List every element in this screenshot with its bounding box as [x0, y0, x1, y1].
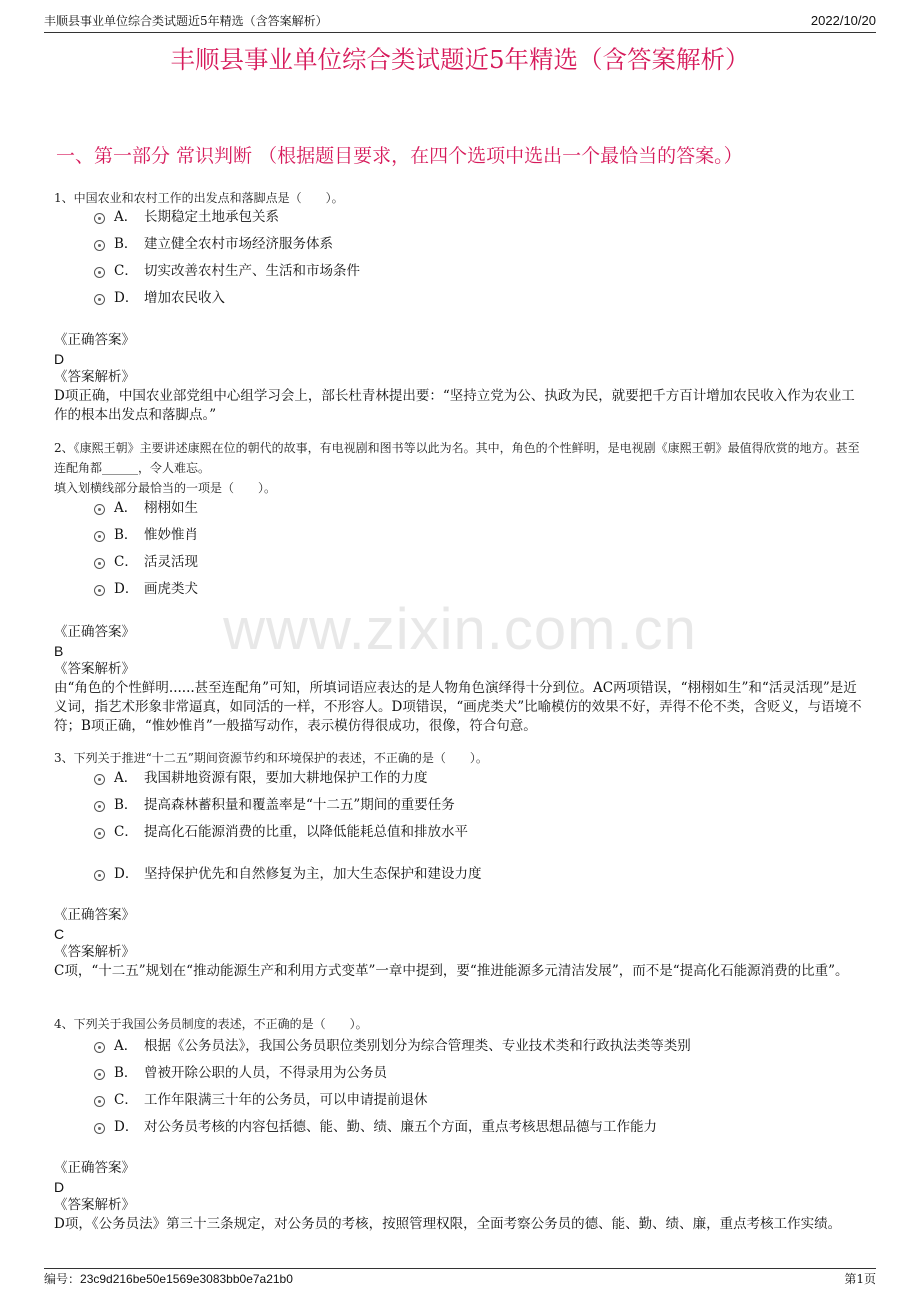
question-1	[54, 188, 866, 208]
option-text: 活灵活现	[144, 554, 198, 570]
option-text: 曾被开除公职的人员，不得录用为公务员	[144, 1065, 387, 1081]
radio-icon[interactable]	[94, 294, 105, 305]
option-text: 长期稳定土地承包关系	[144, 209, 279, 225]
radio-icon[interactable]	[94, 801, 105, 812]
page-header	[44, 12, 876, 33]
answer-label: 《正确答案》	[54, 907, 135, 923]
radio-icon[interactable]	[94, 585, 105, 596]
section-heading: 一、第一部分 常识判断 （根据题目要求，在四个选项中选出一个最恰当的答案。）	[56, 145, 743, 167]
page-number: 第1页	[844, 1272, 876, 1286]
analysis-label: 《答案解析》	[54, 661, 135, 677]
option-letter: B．	[114, 797, 138, 813]
radio-icon[interactable]	[94, 531, 105, 542]
answer-block-4	[54, 1159, 866, 1234]
analysis-text: D项正确，中国农业部党组中心组学习会上，部长杜青林提出要：“坚持立党为公、执政为民，就要把千方百计增加农民收入作为农业工作的根本出发点和落脚点。”	[54, 388, 855, 423]
option-text: 坚持保护优先和自然修复为主，加大生态保护和建设力度	[144, 866, 482, 882]
question-4-options	[54, 1035, 866, 1145]
answer-value: C	[54, 926, 65, 942]
option-text: 建立健全农村市场经济服务体系	[144, 236, 333, 252]
analysis-label: 《答案解析》	[54, 944, 135, 960]
option-text: 增加农民收入	[144, 290, 225, 306]
question-stem: 1、中国农业和农村工作的出发点和落脚点是（ ）。	[54, 191, 344, 205]
answer-value: D	[54, 351, 65, 367]
radio-icon[interactable]	[94, 1096, 105, 1107]
radio-icon[interactable]	[94, 774, 105, 785]
option-text: 提高森林蓄积量和覆盖率是“十二五”期间的重要任务	[144, 797, 455, 813]
question-1-options	[54, 206, 866, 316]
option-letter: A．	[114, 1038, 138, 1054]
option-letter: C．	[114, 824, 138, 840]
analysis-text: C项，“十二五”规划在“推动能源生产和利用方式变革”一章中提到，要“推进能源多元清洁发展”，而不是“提高化石能源消费的比重”。	[54, 963, 849, 979]
radio-icon[interactable]	[94, 504, 105, 515]
radio-icon[interactable]	[94, 267, 105, 278]
question-stem: 2、《康熙王朝》主要讲述康熙在位的朝代的故事，有电视剧和图书等以此为名。其中，角色的个性鲜明，是电视剧《康熙王朝》最值得欣赏的地方。甚至连配角都______，令人难忘。	[54, 441, 860, 475]
analysis-label: 《答案解析》	[54, 369, 135, 385]
radio-icon[interactable]	[94, 828, 105, 839]
question-stem: 4、下列关于我国公务员制度的表述，不正确的是（ ）。	[54, 1017, 368, 1031]
option-letter: C．	[114, 554, 138, 570]
option-letter: A．	[114, 500, 138, 516]
option-text: 惟妙惟肖	[144, 527, 198, 543]
question-stem: 3、下列关于推进“十二五”期间资源节约和环境保护的表述，不正确的是（ ）。	[54, 751, 488, 765]
option-letter: D．	[114, 1119, 139, 1135]
option-letter: D．	[114, 581, 139, 597]
option-text: 根据《公务员法》，我国公务员职位类别划分为综合管理类、专业技术类和行政执法类等类别	[144, 1038, 691, 1054]
question-prompt: 填入划横线部分最恰当的一项是（ ）。	[54, 481, 277, 495]
radio-icon[interactable]	[94, 558, 105, 569]
radio-icon[interactable]	[94, 1042, 105, 1053]
question-2	[54, 438, 866, 498]
page-footer	[44, 1268, 876, 1289]
analysis-label: 《答案解析》	[54, 1197, 135, 1213]
option-text: 对公务员考核的内容包括德、能、勤、绩、廉五个方面，重点考核思想品德与工作能力	[144, 1119, 657, 1135]
radio-icon[interactable]	[94, 1123, 105, 1134]
question-3-options	[54, 767, 866, 893]
option-letter: B．	[114, 527, 138, 543]
header-date: 2022/10/20	[810, 13, 876, 28]
analysis-text: 由“角色的个性鲜明......甚至连配角”可知，所填词语应表达的是人物角色演绎得十分到位。AC两项错误，“栩栩如生”和“活灵活现”是近义词，指艺术形象非常逼真，如同活的一样，不形容人。D项错误，“画虎类犬”比喻模仿的效果不好，弄得不伦不类，含贬义，与语境不符；B项正确，“惟妙惟肖”一般描写动作，表示模仿得很成功，很像，符合句意。	[54, 680, 862, 734]
answer-block-2	[54, 623, 866, 736]
option-letter: C．	[114, 263, 138, 279]
header-doc-title: 丰顺县事业单位综合类试题近5年精选（含答案解析）	[44, 14, 328, 28]
question-4	[54, 1014, 866, 1034]
question-3	[54, 748, 866, 768]
analysis-text: D项，《公务员法》第三十三条规定，对公务员的考核，按照管理权限，全面考察公务员的德、能、勤、绩、廉，重点考核工作实绩。	[54, 1216, 842, 1232]
answer-value: D	[54, 1179, 65, 1195]
radio-icon[interactable]	[94, 1069, 105, 1080]
answer-label: 《正确答案》	[54, 624, 135, 640]
radio-icon[interactable]	[94, 240, 105, 251]
option-text: 我国耕地资源有限，要加大耕地保护工作的力度	[144, 770, 428, 786]
document-title: 丰顺县事业单位综合类试题近5年精选（含答案解析）	[170, 45, 750, 74]
option-letter: D．	[114, 290, 139, 306]
answer-value: B	[54, 643, 64, 659]
answer-label: 《正确答案》	[54, 332, 135, 348]
option-letter: A．	[114, 209, 138, 225]
option-letter: B．	[114, 236, 138, 252]
option-text: 工作年限满三十年的公务员，可以申请提前退休	[144, 1092, 428, 1108]
code-value: 23c9d216be50e1569e3083bb0e7a21b0	[80, 1272, 293, 1286]
option-letter: C．	[114, 1092, 138, 1108]
radio-icon[interactable]	[94, 870, 105, 881]
option-text: 画虎类犬	[144, 581, 198, 597]
question-2-options	[54, 497, 866, 607]
answer-block-1	[54, 331, 866, 425]
watermark: www.zixin.com.cn	[223, 597, 697, 662]
option-letter: B．	[114, 1065, 138, 1081]
answer-block-3	[54, 906, 866, 981]
option-text: 提高化石能源消费的比重，以降低能耗总值和排放水平	[144, 824, 468, 840]
document-code	[44, 1269, 293, 1289]
radio-icon[interactable]	[94, 213, 105, 224]
answer-label: 《正确答案》	[54, 1160, 135, 1176]
code-label: 编号：	[44, 1272, 81, 1286]
option-letter: A．	[114, 770, 138, 786]
option-text: 栩栩如生	[144, 500, 198, 516]
option-letter: D．	[114, 866, 139, 882]
option-text: 切实改善农村生产、生活和市场条件	[144, 263, 360, 279]
